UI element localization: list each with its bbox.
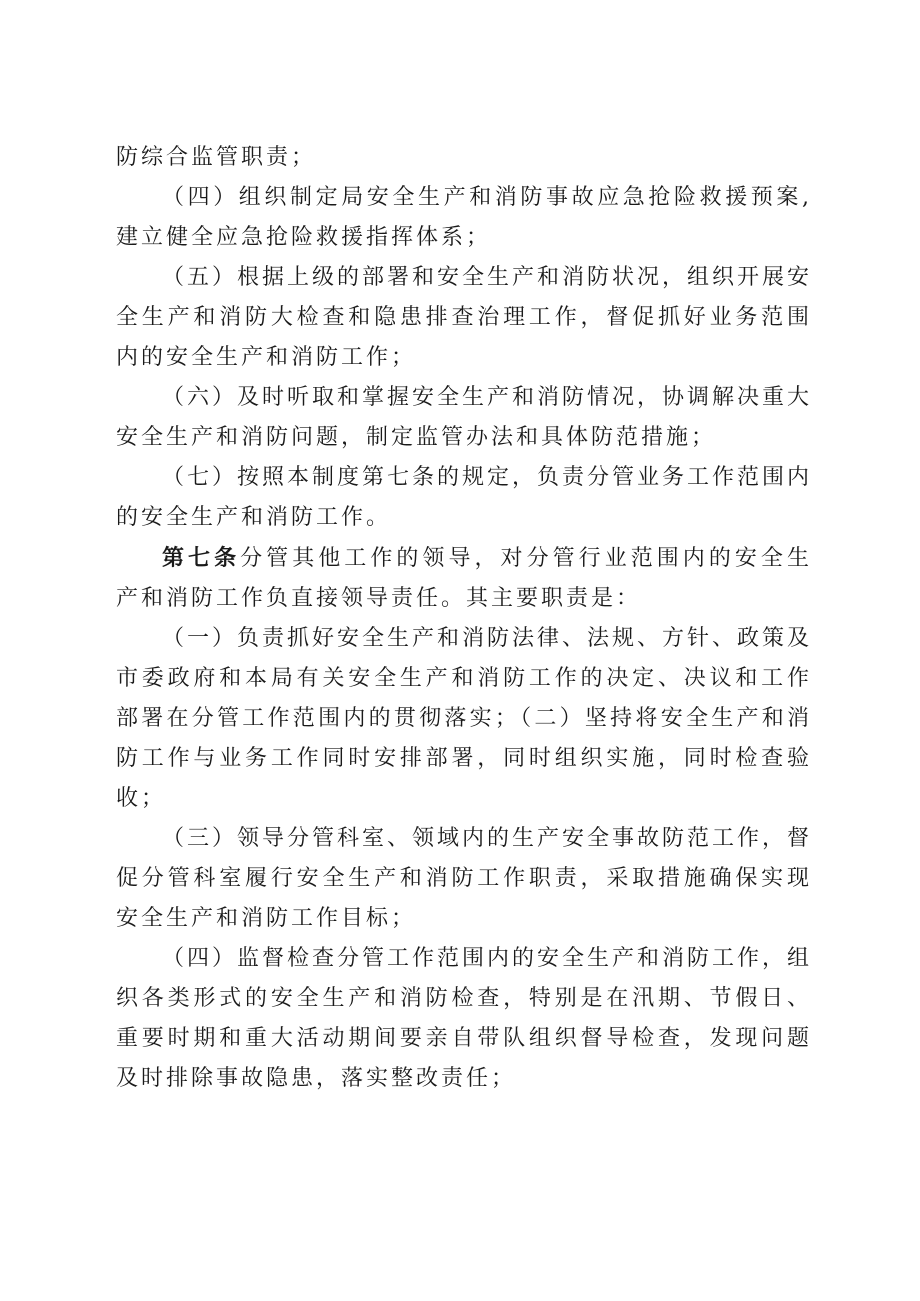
document-body	[116, 138, 812, 1099]
paragraph-item-5-inspection: （五）根据上级的部署和安全生产和消防状况，组织开展安全生产和消防大检查和隐患排查治理工作，督促抓好业务范围内的安全生产和消防工作；	[116, 265, 813, 370]
paragraph-fire-supervision: 防综合监管职责；	[116, 145, 317, 170]
article-7-paragraph	[116, 538, 812, 619]
article-7-text: 分管其他工作的领导，对分管行业范围内的安全生产和消防工作负直接领导责任。其主要职责是：	[116, 546, 812, 611]
paragraph-item-3-leadership: （三）领导分管科室、领域内的生产安全事故防范工作，督促分管科室履行安全生产和消防工作职责，采取措施确保实现安全生产和消防工作目标；	[116, 826, 813, 931]
paragraph-item-4-emergency-plan: （四）组织制定局安全生产和消防事故应急抢险救援预案,建立健全应急抢险救援指挥体系；	[116, 185, 812, 250]
paragraph-item-6-coordination: （六）及时听取和掌握安全生产和消防情况，协调解决重大安全生产和消防问题，制定监管办法和具体防范措施；	[116, 385, 813, 450]
paragraph-item-4-supervision: （四）监督检查分管工作范围内的安全生产和消防工作，组织各类形式的安全生产和消防检查，特别是在汛期、节假日、重要时期和重大活动期间要亲自带队组织督导检查，发现问题及时排除事故隐患，落实整改责任；	[116, 946, 813, 1091]
paragraph-item-7-responsibility: （七）按照本制度第七条的规定，负责分管业务工作范围内的安全生产和消防工作。	[116, 465, 813, 530]
paragraph-item-1-2-implementation: （一）负责抓好安全生产和消防法律、法规、方针、政策及市委政府和本局有关安全生产和消防工作的决定、决议和工作部署在分管工作范围内的贯彻落实；（二）坚持将安全生产和消防工作与业务工作同时安排部署，同时组织实施，同时检查验收；	[116, 626, 813, 811]
article-7-heading: 第七条	[162, 545, 241, 571]
